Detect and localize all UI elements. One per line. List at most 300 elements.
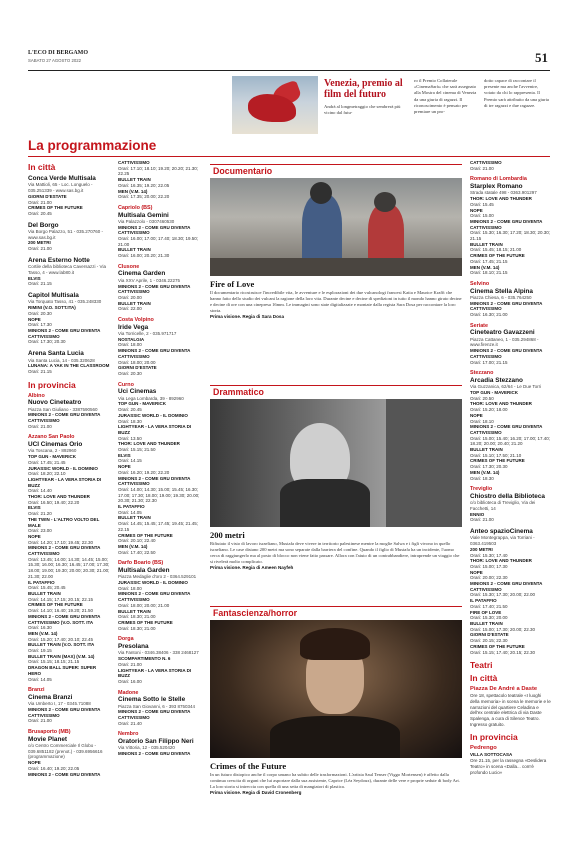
showtimes: Orari: 21.00	[28, 246, 52, 252]
group-title: In provincia	[28, 379, 76, 390]
showtimes: Orari: 15.10; 17.50; 21.10	[470, 452, 522, 458]
cinema-address: c/o biblioteca di Treviglio, Via dei Facchetti, 14	[470, 500, 536, 511]
film-name: NOPE	[28, 760, 41, 766]
film-name: BULLET TRAIN	[470, 621, 503, 626]
venice-promo	[232, 76, 550, 138]
showtimes: Orari: 19.15	[28, 648, 52, 654]
paper-name: L'ECO DI BERGAMO	[28, 50, 89, 56]
film-name: IL PATAFFIO	[28, 579, 55, 585]
masthead	[28, 48, 548, 70]
promo-text-col2: ro il Premio Collaterale «CinemaSarà» che sarà assegnato alla Mostra del cinema di Venezia da una giuria di ragazzi. Il riconoscimento è pensato per premiare un pro-	[414, 78, 477, 115]
showtimes: Orari: 15.15; 17.40; 20.15; 22.30	[470, 649, 536, 655]
film-plot	[210, 290, 462, 320]
cinema-listing	[118, 317, 200, 377]
showtimes: Orari: 13.45; 14.00; 14.30; 14.45; 15.00; 15.30; 16.00; 16.30; 16.45; 17.00; 17.30; 18.00; 19.00; 19.30; 20.00; 20.30; 21.00; 21.30; 22.00	[28, 556, 110, 579]
200-metri-photo	[210, 399, 462, 527]
film-name: THOR: LOVE AND THUNDER	[28, 494, 90, 500]
film-name: THE TWIN - L'ALTRO VOLTO DEL MALE	[28, 516, 100, 528]
film-name: CRIMES OF THE FUTURE	[28, 205, 83, 211]
film-name: IL PATAFFIO	[118, 504, 145, 510]
cinema-address: Via Guzzanica, 62/64 - Le Due Torri	[470, 384, 542, 390]
film-name: MINIONS 2 - COME GRU DIVENTA CATTIVISSIMO	[118, 224, 191, 236]
group-title: In provincia	[470, 732, 518, 743]
cinema-listing	[28, 393, 110, 430]
cinema-listing	[28, 257, 110, 287]
film-name: CRIMES OF THE FUTURE	[28, 602, 83, 608]
film-name: DRAGON BALL SUPER: SUPER HERO	[28, 665, 97, 676]
film-name: JURASSIC WORLD - IL DOMINIO	[28, 465, 98, 471]
page-number: 51	[535, 50, 548, 65]
film-name: JURASSIC WORLD - IL DOMINIO	[118, 580, 188, 586]
film-title: 200 metri	[210, 530, 245, 540]
film-name: BULLET TRAIN	[118, 247, 151, 253]
showtimes: Orari: 20.15; 22.30	[470, 638, 508, 644]
category-label: Fantascienza/horror	[213, 608, 298, 618]
showtimes: Orari: 16.30; 21.00	[470, 312, 508, 318]
film-name: NOPE	[470, 412, 483, 418]
section-rule	[28, 156, 550, 157]
category-bar	[210, 164, 462, 176]
film-name: THOR: LOVE AND THUNDER	[118, 441, 180, 447]
showtimes: Orari: 18.00; 20.00; 21.00	[118, 602, 170, 608]
film-name: NOPE	[470, 207, 483, 213]
showtimes: Orari: 17.40; 21.50	[470, 603, 508, 609]
cinema-listing	[118, 690, 200, 727]
showtimes: Orari: 14.05	[118, 509, 142, 515]
cinema-address: Piazza Medaglie d'oro 2 - 0364.529101	[118, 574, 197, 580]
film-name: MINIONS 2 - COME GRU DIVENTA CATTIVISSIMO	[118, 348, 191, 359]
cinema-address: Via Mattioli, 65 - Loc. Longuelo - 035.251339 - www.sas.bg.it	[28, 182, 93, 194]
plot-text: Il documentario ricostruisce l'incredibile vita, le avventure e le esplorazioni dei due vulcanologi francesi Katia e Maurice Krafft che hanno fatto dello studio dei vulcani la ragione della loro vita. Durante decine e decine di spedizioni in tutto il mondo hanno girato decine e decine di ore con una cinepresa 16mm. Le immagini sono state digitalizzate e montate dalla regista Sara Dosa per raccontare la loro storia.	[210, 290, 462, 313]
notice-text: Ore 18, spettacolo teatrale «I luoghi della memoria» in scena le memorie e le narrazioni del quartiere Celadina e dell'ex centrale elettrica di via Daste Spalenga, a cura di Silence Teatro. Ingresso gratuito.	[470, 693, 551, 727]
cinema-name: Cinema Branzi	[28, 693, 73, 701]
showtimes: Orari: 14.10; 16.40; 19.20; 21.50	[28, 608, 94, 614]
cinema-listing	[118, 264, 200, 312]
film-name: 200 METRI	[28, 240, 51, 246]
cinema-name: Cinema Garden	[118, 270, 166, 278]
showtimes: Orari: 16.00; 20.20; 21.30	[118, 253, 170, 259]
film-name: MINIONS 2 - COME GRU DIVENTA CATTIVISSIMO	[118, 283, 191, 295]
film-name: CRIMES OF THE FUTURE	[118, 620, 173, 625]
showtimes: Orari: 18.30; 21.00	[118, 625, 156, 631]
film-name: TOP GUN - MAVERICK	[470, 389, 519, 395]
cinema-name: Cinema Sotto le Stelle	[118, 696, 186, 704]
cinema-name: Capitol Multisala	[28, 292, 79, 300]
film-name: MINIONS 2 - COME GRU DIVENTA CATTIVISSIMO	[28, 412, 101, 424]
film-name: LIGHTYEAR - LA VERA STORIA DI BUZZ	[28, 476, 102, 488]
cinema-listing	[118, 382, 200, 556]
group-title: Teatri	[470, 660, 493, 671]
showtimes: Orari: 15.30; 20.00	[470, 615, 508, 621]
promo-lead: Andrà al longmetraggio che sembrerà più vicino dal futu-	[324, 104, 401, 116]
showtimes: Orari: 17.10; 18.10; 19.20; 20.20; 21.30; 22.25	[118, 165, 199, 177]
film-name: BULLET TRAIN	[118, 177, 151, 183]
film-name: MEN (V.M. 14)	[470, 469, 500, 475]
cinema-listing	[470, 281, 552, 318]
category-bar	[210, 606, 462, 618]
cinema-listing	[28, 687, 110, 724]
showtimes: Orari: 20.10; 22.40	[118, 538, 156, 544]
town-name: Capriolo (BS)	[118, 204, 153, 211]
film-name: MINIONS 2 - COME GRU DIVENTA CATTIVISSIMO	[118, 475, 191, 487]
cinema-name: Arcadia Stezzano	[470, 376, 523, 384]
showtimes: Orari: 17.00; 21.15	[470, 359, 508, 365]
notice-title: Pedrengo	[470, 745, 497, 752]
cinema-listing	[118, 160, 200, 200]
cinema-name: Multisala Garden	[118, 566, 170, 574]
showtimes: Orari: 16.40; 19.20; 22.05	[28, 765, 80, 771]
showtimes: Orari: 20.45	[118, 407, 142, 413]
film-name: JURASSIC WORLD - IL DOMINIO	[118, 412, 188, 418]
notice-title: Piazza De André a Daste	[470, 686, 538, 693]
cinema-name: UCI Cinemas Orio	[28, 441, 83, 449]
film-name: CATTIVISSIMO	[118, 160, 150, 165]
cinema-address: Via Torquato Tasso, 41 - 035.248330	[28, 299, 102, 305]
film-name: BULLET TRAIN	[470, 447, 503, 453]
film-name: CRIMES OF THE FUTURE	[470, 458, 525, 464]
showtimes: Orari: 18.20; 22.10	[28, 471, 66, 477]
showtimes: Orari: 13.50	[118, 435, 142, 441]
cinema-address: Strada statale 498 - 0363.901297	[470, 190, 537, 196]
showtimes: Orari: 15.20; 18.00	[470, 407, 508, 413]
showtimes: Orari: 16.50; 19.40; 22.20	[28, 499, 80, 505]
showtimes: Orari: 21.15	[28, 281, 52, 287]
showtimes: Orari: 15.45	[470, 201, 494, 207]
showtimes: Orari: 17.30; 20.30	[470, 464, 508, 470]
film-name: THOR: LOVE AND THUNDER	[470, 401, 532, 407]
film-plot	[210, 772, 462, 796]
showtimes: Orari: 21.40	[118, 720, 142, 726]
showtimes: Orari: 15.00; 15.40; 16.20; 17.00; 17.40; 18.20; 20.00; 20.40; 21.20	[470, 435, 551, 447]
film-name: MINIONS 2 - COME GRU DIVENTA CATTIVISSIMO	[28, 706, 101, 718]
cinema-listing	[28, 175, 110, 217]
town-name: Costa Volpino	[118, 317, 154, 324]
cinema-name: Cineteatro Gavazzeni	[470, 329, 535, 337]
film-name: CRIMES OF THE FUTURE	[470, 253, 525, 259]
showtimes: Orari: 14.00; 14.30; 15.00; 15.45; 16.30; 17.00; 17.30; 18.00; 19.00; 19.30; 20.00; 20.30; 21.30; 22.30	[118, 486, 200, 504]
showtimes: Orari: 14.40	[28, 488, 52, 494]
cinema-name: Oratorio San Filippo Neri	[118, 738, 194, 746]
town-name: Madone	[118, 689, 139, 696]
showtimes: Orari: 20.30	[118, 370, 142, 376]
showtimes: Orari: 18.10	[470, 418, 494, 424]
showtimes: Orari: 17.45; 21.15	[470, 258, 508, 264]
showtimes: Orari: 20.00; 22.30	[470, 575, 508, 581]
film-name: NOPE	[470, 569, 483, 575]
showtimes: Orari: 18.00	[118, 585, 142, 591]
cinema-address: Via Palazzolo - 0307460530	[118, 218, 175, 224]
film-name: LIGHTYEAR - LA VERA STORIA DI BUZZ	[118, 667, 192, 679]
town-name: Selvino	[470, 280, 490, 287]
cinema-name: Cinema Stella Alpina	[470, 287, 533, 295]
showtimes: Orari: 15.15; 21.50	[118, 447, 156, 453]
film-name: ELVIS	[28, 275, 41, 281]
showtimes: Orari: 15.45; 18.15; 21.00	[470, 247, 522, 253]
film-name: 200 METRI	[470, 546, 493, 552]
category-label: Documentario	[213, 166, 273, 176]
film-name: MINIONS 2 - COME GRU DIVENTA CATTIVISSIMO	[470, 348, 543, 359]
showtimes: Orari: 15.15; 18.15; 21.15	[28, 659, 80, 665]
cinema-address: Via Santa Lucia, 14 - 035.320628	[28, 357, 95, 363]
fire-of-love-photo	[210, 178, 462, 276]
section-title: La programmazione	[28, 138, 157, 153]
showtimes: Orari: 18.30	[118, 418, 142, 424]
cinema-listing	[118, 205, 200, 259]
cinema-address: Via Toscana, 2 - 892960	[28, 448, 77, 454]
showtimes: Orari: 16.00	[118, 678, 142, 684]
town-name: Clusone	[118, 263, 140, 270]
cinema-name: Conca Verde Multisala	[28, 175, 96, 182]
film-name: GIORNI D'ESTATE	[470, 632, 509, 638]
film-name: MEN (V.M. 14)	[28, 630, 58, 636]
showtimes: Orari: 20.00	[118, 294, 142, 300]
film-name: MINIONS 2 - COME GRU DIVENTA CATTIVISSIMO	[470, 300, 543, 312]
town-name: Nembro	[118, 731, 139, 738]
crimes-of-the-future-photo	[210, 620, 462, 758]
film-name: ENNIO	[470, 511, 485, 517]
town-name: Albino	[28, 392, 45, 399]
showtimes: Orari: 21.15	[28, 368, 52, 374]
showtimes: Orari: 15.00	[470, 213, 494, 219]
showtimes: Orari: 18.30; 21.00	[118, 614, 156, 620]
film-name: FIRE OF LOVE	[470, 609, 502, 615]
listings-column-1	[28, 160, 110, 782]
cinema-listing	[28, 292, 110, 345]
film-title: Fire of Love	[210, 279, 255, 289]
cinema-name: Anteo spazioCinema	[470, 528, 533, 536]
cinema-listing	[470, 486, 552, 523]
film-name: MINIONS 2 - COME GRU DIVENTA CATTIVISSIMO	[118, 591, 191, 603]
notice-subtitle: VILLA SOTTOCASA	[470, 752, 513, 758]
cinema-name: Arena Esterno Notte	[28, 256, 90, 264]
film-name: BULLET TRAIN (MAX) (V.M. 14)	[28, 653, 95, 659]
notice-text: Ore 21.15, per la rassegna «Deslidera Teatro» in scena «Dalla... com'è profondo Lucio»	[470, 758, 547, 775]
cinema-name: Arena Santa Lucia	[28, 350, 84, 358]
showtimes: Orari: 15.30; 16.30; 17.20; 18.30; 20.30; 21.15	[470, 230, 551, 242]
group-title: In città	[28, 162, 56, 172]
showtimes: Orari: 17.35; 20.00; 22.20	[118, 194, 170, 200]
showtimes: Orari: 16.35; 19.20; 22.05	[118, 182, 170, 188]
film-name: IL PATAFFIO	[470, 598, 497, 604]
film-name: THOR: LOVE AND THUNDER	[470, 196, 532, 202]
plot-text: In un futuro distopico anche il corpo umano ha subito delle trasformazioni. L'artista Saul Tenser (Viggo Mortensen) è affetto dalla continua crescita di organi che lui asportare dalla sua assistente, Caprice (Léa Seydoux), durante delle vere e proprie sedute di body Art. La loro storia si intreccia con quella di una setta di mangiatori di plastica.	[210, 772, 460, 789]
cinema-listing	[28, 222, 110, 252]
film-name: TOP GUN - MAVERICK	[118, 401, 167, 407]
town-name: Romano di Lombardia	[470, 176, 527, 183]
cinema-name: Presolana	[118, 643, 149, 650]
showtimes: Orari: 20.30	[28, 310, 52, 316]
film-plot	[210, 541, 462, 571]
plot-text: Rifiutato il visto di lavoro israeliano, Mustafa deve vivere in territorio palestinese mentre la moglie Salwa e i figli vivono in quello israeliano. Le case distano 200 metri ma sono separate dalla barriera del confine. Quando il figlio di Mustafa ha un incidente, l'uomo cerca di raggiungerlo ma al posto di blocco non viene fatto passare. Allora con l'aiuto di un contrabbandiere, intraprende un viaggio che si rivelerà molto complicato.	[210, 541, 460, 564]
film-name: BULLET TRAIN	[118, 608, 151, 614]
cinema-name: Movie Planet	[28, 735, 68, 743]
cinema-address: Piazza Chiesa, 6 - 035.764250	[470, 294, 532, 300]
town-name: Stezzano	[470, 370, 494, 377]
showtimes: Orari: 17.30	[28, 322, 52, 328]
cinema-listing	[470, 370, 552, 481]
showtimes: Orari: 17.40; 22.50	[118, 549, 156, 555]
showtimes: Orari: 14.20; 17.10; 19.45; 22.30	[28, 539, 94, 545]
film-name: LIGHTYEAR - LA VERA STORIA DI BUZZ	[118, 424, 192, 435]
showtimes: Orari: 21.00	[28, 423, 52, 429]
cinema-address: Via Torricelle, 2 - 035.971717	[118, 331, 177, 337]
showtimes: Orari: 17.30; 20.30	[28, 339, 66, 345]
film-name: GIORNI D'ESTATE	[118, 365, 157, 371]
film-credit: Prima visione. Regia di Sara Dosa	[210, 313, 285, 319]
showtimes: Orari: 21.00	[470, 517, 494, 523]
showtimes: Orari: 15.30; 17.30; 20.00; 22.00	[470, 592, 536, 598]
category-bar	[210, 385, 462, 397]
film-credit: Prima visione. Regia di Ameen Nayfeh	[210, 564, 294, 570]
town-name: Seriate	[470, 322, 488, 329]
header-rule	[28, 70, 550, 71]
film-name: CRIMES OF THE FUTURE	[470, 643, 525, 649]
cinema-address: Via Umberto I, 17 - 0345.71088	[28, 701, 91, 707]
showtimes: Orari: 15.00; 17.30; 20.00; 22.30	[470, 626, 536, 632]
film-name: MINIONS 2 - COME GRU DIVENTA CATTIVISSIMO	[470, 581, 543, 592]
showtimes: Orari: 17.45; 21.45	[28, 459, 66, 465]
film-name: TOP GUN - MAVERICK	[28, 454, 77, 460]
theatre-notice	[470, 686, 552, 727]
film-name: MINIONS 2 - COME GRU DIVENTA CATTIVISSIMO	[118, 709, 191, 721]
venice-lion-image	[232, 76, 318, 134]
film-name: THOR: LOVE AND THUNDER	[470, 558, 532, 564]
cinema-address: Cortile della biblioteca Caversazzi - Via Tasso, 4 - www.lab80.it	[28, 264, 106, 275]
showtimes: Orari: 18.30	[470, 475, 494, 481]
cinema-listing	[118, 560, 200, 631]
cinema-listing	[118, 731, 200, 756]
cinema-address: Via Lega Lombarda, 39 - 892960	[118, 395, 184, 401]
showtimes: Orari: 18.00	[118, 342, 142, 348]
showtimes: Orari: 14.15	[118, 458, 142, 464]
film-name: CATTIVISSIMO	[470, 160, 502, 165]
cinema-name: Starplex Romano	[470, 183, 523, 190]
showtimes: Orari: 14.45; 15.45; 17.45; 19.45; 21.45; 22.15	[118, 521, 199, 532]
cinema-address: Via Vittoria, 12 - 035.520420	[118, 745, 175, 751]
showtimes: Orari: 14.05	[28, 676, 52, 682]
showtimes: Orari: 22.00	[118, 306, 142, 312]
film-name: MINIONS 2 - COME GRU DIVENTA CATTIVISSIMO	[28, 327, 101, 339]
film-name: ELVIS	[118, 452, 131, 458]
film-name: SCOMPARTIMENTO N. 6	[118, 656, 171, 662]
film-name: BULLET TRAIN	[118, 300, 151, 306]
cinema-name: Multisala Gemini	[118, 211, 169, 219]
cinema-address: Piazza Cattaneo, 1 - 035.294868 - www.firenze.it	[470, 336, 539, 348]
showtimes: Orari: 18.00; 20.00	[118, 359, 156, 365]
showtimes: Orari: 16.20; 19.20; 22.20	[118, 469, 170, 475]
town-name: Treviglio	[470, 486, 493, 493]
film-credit: Prima visione. Regia di David Cronenberg	[210, 789, 302, 795]
cinema-address: Via Borgo Palazzo, 51 - 035.270760 - www.sas.bg.it	[28, 229, 103, 240]
showtimes: Orari: 21.00	[28, 199, 52, 205]
cinema-listing	[470, 176, 552, 276]
cinema-address: Viale Montegrappa, via Torriani - 0363.419503	[470, 535, 535, 547]
showtimes: Orari: 20.45	[28, 210, 52, 216]
showtimes: Orari: 21.00	[470, 165, 494, 171]
showtimes: Orari: 23.00	[28, 528, 52, 534]
film-name: BULLET TRAIN	[28, 591, 61, 596]
cinema-listing	[28, 729, 110, 777]
cinema-name: Nuovo Cineteatro	[28, 399, 82, 407]
showtimes: Orari: 14.15; 17.15; 20.15; 22.15	[28, 596, 94, 602]
film-name: ELVIS	[28, 505, 41, 511]
cinema-address: Via XXV Aprile, 1 - 0346.22275	[118, 277, 180, 283]
showtimes: Orari: 15.45; 20.45	[28, 585, 66, 591]
film-name: NOPE	[118, 464, 131, 470]
film-name: MEN (V.M. 14)	[118, 188, 148, 194]
film-name: MINIONS 2 - COME GRU DIVENTA CATTIVISSIMO	[470, 218, 543, 230]
cinema-name: Del Borgo	[28, 221, 59, 229]
showtimes: Orari: 16.00; 17.00; 17.40; 18.30; 19.50; 21.00	[118, 236, 199, 247]
film-name: BULLET TRAIN	[470, 241, 503, 247]
category-label: Drammatico	[213, 387, 264, 397]
theatre-notice	[470, 745, 552, 775]
showtimes: Orari: 18.10; 21.15	[470, 270, 508, 276]
listings-column-4	[470, 160, 552, 780]
film-name: NOPE	[28, 316, 41, 322]
showtimes: Orari: 20.50	[470, 395, 494, 401]
film-name: MEN (V.M. 14)	[470, 264, 500, 270]
cinema-address: Via Fantoni - 0346.38406 - 338 2468127	[118, 650, 199, 656]
film-name: RIMINI (V.O. SOTT.ITA)	[28, 305, 76, 311]
cinema-listing	[470, 528, 552, 655]
film-name: MEN (V.M. 14)	[118, 543, 148, 549]
showtimes: Orari: 21.00	[28, 718, 52, 724]
listings-column-2	[118, 160, 200, 762]
film-name: LUNANA: A YAK IN THE CLASSROOM	[28, 363, 110, 369]
cinema-name: Iride Vega	[118, 323, 149, 331]
town-name: Branzi	[28, 687, 45, 694]
town-name: Dorga	[118, 636, 134, 643]
promo-title: Venezia, premio al film del futuro	[324, 78, 403, 100]
cinema-listing	[470, 323, 552, 366]
cinema-name: Chiostro della Biblioteca	[470, 492, 545, 500]
town-name: Darfo Boario (BS)	[118, 560, 164, 567]
cinema-listing	[118, 636, 200, 684]
town-name: Brusaporto (MB)	[28, 729, 71, 736]
cinema-listing	[28, 434, 110, 682]
film-name: GIORNI D'ESTATE	[28, 193, 67, 199]
film-name: CRIMES OF THE FUTURE	[118, 532, 173, 538]
issue-date: SABATO 27 AGOSTO 2022	[28, 58, 82, 63]
town-name: Azzano San Paolo	[28, 434, 75, 441]
film-name: BULLET TRAIN	[118, 515, 151, 521]
film-name: BULLET TRAIN (V.O. SOTT. ITA	[28, 642, 95, 648]
film-name: NOPE	[28, 533, 41, 539]
group-title: In città	[470, 673, 498, 684]
showtimes: Orari: 21.00	[118, 661, 142, 667]
showtimes: Orari: 15.20; 17.40; 20.10; 22.45	[28, 636, 94, 642]
film-name: NOSTALGIA	[118, 336, 145, 342]
cinema-address: c/o Centro Commerciale Il Globo - 039.6851182 (prenot.) - 039.6956616 (programmazione)	[28, 743, 103, 760]
film-title: Crimes of the Future	[210, 761, 287, 771]
film-name: MINIONS 2 - COME GRU DIVENTA	[118, 751, 191, 757]
cinema-address: Piazza San Giuliano - 3387590560	[28, 406, 98, 412]
showtimes: Orari: 15.00; 17.30	[470, 563, 508, 569]
town-name: Curno	[118, 381, 134, 388]
cinema-address: Piazza San Giovanni, 6 - 393 8750344	[118, 703, 196, 709]
film-name: MINIONS 2 - COME GRU DIVENTA CATTIVISSIMO	[470, 424, 543, 435]
film-name: MINIONS 2 - COME GRU DIVENTA CATTIVISSIMO (V.O. SOTT. ITA	[28, 613, 101, 625]
cinema-name: Uci Cinemas	[118, 388, 157, 396]
cinema-listing	[470, 160, 552, 171]
showtimes: Orari: 21.20	[28, 511, 52, 517]
promo-text-col3: dotto capace di raccontare il presente ma anche l'avvenire, votato da chi lo rappresenta. Il Premio sarà attribuito da una giuria di tre ragazzi e due ragazze.	[484, 78, 549, 108]
film-name: MINIONS 2 - COME GRU DIVENTA	[28, 771, 101, 777]
cinema-listing	[28, 350, 110, 375]
showtimes: Orari: 15.30; 17.40	[470, 552, 508, 558]
film-name: MINIONS 2 - COME GRU DIVENTA CATTIVISSIMO	[28, 545, 101, 557]
